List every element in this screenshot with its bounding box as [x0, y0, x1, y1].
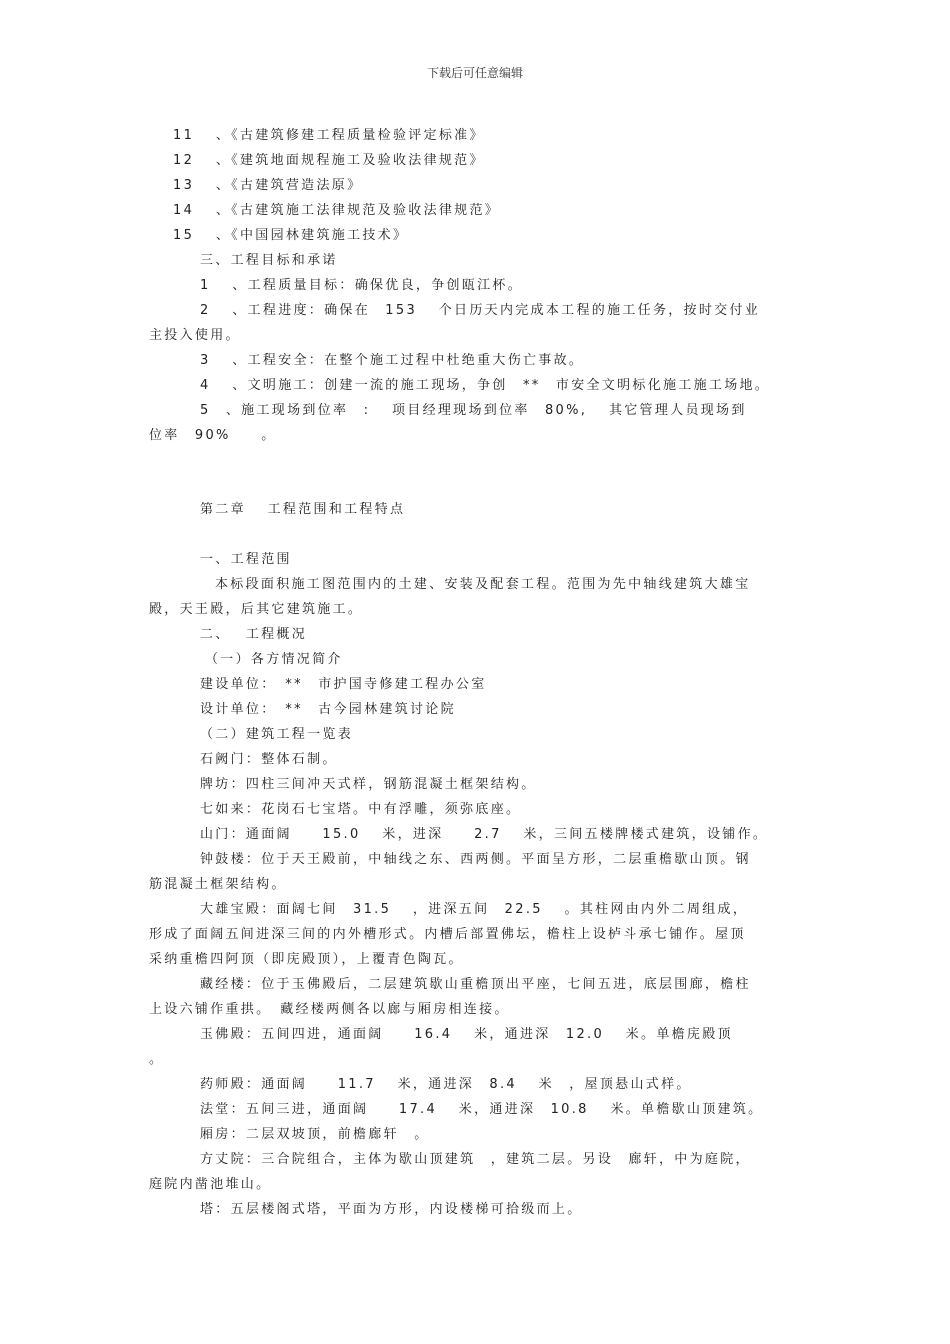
builder-unit: 建设单位： ** 市护国寺修建工程办公室 [200, 677, 487, 692]
section-heading-overview: 二、 工程概况 [200, 627, 308, 642]
section-heading-goals: 三、工程目标和承诺 [200, 253, 338, 268]
standard-item-12: 12 、《建筑地面规程施工及验收法律规范》 [173, 153, 485, 168]
chapter-heading: 第二章 工程范围和工程特点 [200, 502, 406, 517]
building-side-rooms: 厢房：二层双坡顶，前檐廊轩 。 [200, 1127, 430, 1142]
building-bell-drum: 钟鼓楼：位于天王殿前，中轴线之东、西两侧。平面呈方形，二层重檐歇山顶。钢 [200, 852, 751, 867]
building-dharma-hall: 法堂：五间三进，通面阔 17.4 米，通进深 10.8 米。单檐歇山顶建筑。 [200, 1102, 764, 1117]
building-tower: 塔：五层楼阁式塔，平面为方形，内设楼梯可拾级而上。 [200, 1202, 583, 1217]
standard-item-11: 11 、《古建筑修建工程质量检验评定标准》 [173, 128, 485, 143]
standard-item-14: 14 、《古建筑施工法律规范及验收法律规范》 [173, 203, 501, 218]
standard-item-13: 13 、《古建筑营造法原》 [173, 178, 363, 193]
building-main-hall-cont2: 采纳重檐四阿顶（即庑殿顶），上覆青色陶瓦。 [149, 952, 464, 967]
building-abbot-court-cont: 庭院内凿池堆山。 [149, 1177, 272, 1192]
building-sutra-library: 藏经楼：位于玉佛殿后，二层建筑歇山重檐顶出平座，七间五进，底层围廊，檐柱 [200, 977, 751, 992]
goal-item-1: 1 、工程质量目标：确保优良，争创瓯江杯。 [200, 278, 524, 293]
building-jade-buddha-hall-cont: 。 [149, 1052, 165, 1067]
subsection-buildings: （二）建筑工程一览表 [200, 727, 354, 742]
subsection-parties: （一）各方情况简介 [205, 652, 343, 667]
goal-item-3: 3 、工程安全：在整个施工过程中杜绝重大伤亡事故。 [200, 353, 585, 368]
building-archway: 牌坊：四柱三间冲天式样，钢筋混凝土框架结构。 [200, 777, 537, 792]
building-main-hall: 大雄宝殿：面阔七间 31.5 ，进深五间 22.5 。其柱网由内外二周组成， [200, 902, 749, 917]
goal-item-4: 4 、文明施工：创建一流的施工现场，争创 ** 市安全文明标化施工施工场地。 [200, 378, 771, 393]
page-header: 下载后可任意编辑 [426, 66, 523, 80]
design-unit: 设计单位： ** 古今园林建筑讨论院 [200, 702, 456, 717]
building-bell-drum-cont: 筋混凝土框架结构。 [149, 877, 287, 892]
goal-item-2-cont: 主投入使用。 [149, 328, 241, 343]
goal-item-2: 2 、工程进度：确保在 153 个日历天内完成本工程的施工任务，按时交付业 [200, 303, 761, 318]
goal-item-5: 5 、施工现场到位率 : 项目经理现场到位率 80%, 其它管理人员现场到 [200, 403, 747, 418]
standard-item-15: 15 、《中国园林建筑施工技术》 [173, 228, 409, 243]
building-stone-gate: 石阙门：整体石制。 [200, 752, 338, 767]
scope-paragraph: 本标段面积施工图范围内的土建、安装及配套工程。范围为先中轴线建筑大雄宝 [215, 577, 751, 592]
building-sutra-library-cont: 上设六铺作重拱。 藏经楼两侧各以廊与厢房相连接。 [149, 1002, 510, 1017]
scope-paragraph-cont: 殿，天王殿，后其它建筑施工。 [149, 602, 364, 617]
building-mountain-gate: 山门：通面阔 15.0 米，进深 2.7 米，三间五楼牌楼式建筑，设铺作。 [200, 827, 769, 842]
section-heading-scope: 一、工程范围 [200, 552, 292, 567]
goal-item-5-cont: 位率 90% 。 [149, 428, 277, 443]
building-seven-pagoda: 七如来：花岗石七宝塔。中有浮雕，须弥底座。 [200, 802, 522, 817]
building-abbot-court: 方丈院：三合院组合，主体为歇山顶建筑 ，建筑二层。另设 廊轩，中为庭院， [200, 1152, 751, 1167]
building-medicine-hall: 药师殿：通面阔 11.7 米，通进深 8.4 米 ，屋顶悬山式样。 [200, 1077, 692, 1092]
building-main-hall-cont1: 形成了面阔五间进深三间的内外槽形式。内槽后部置佛坛，檐柱上设栌斗承七铺作。屋顶 [149, 927, 746, 942]
building-jade-buddha-hall: 玉佛殿：五间四进，通面阔 16.4 米，通进深 12.0 米。单檐庑殿顶 [200, 1027, 733, 1042]
